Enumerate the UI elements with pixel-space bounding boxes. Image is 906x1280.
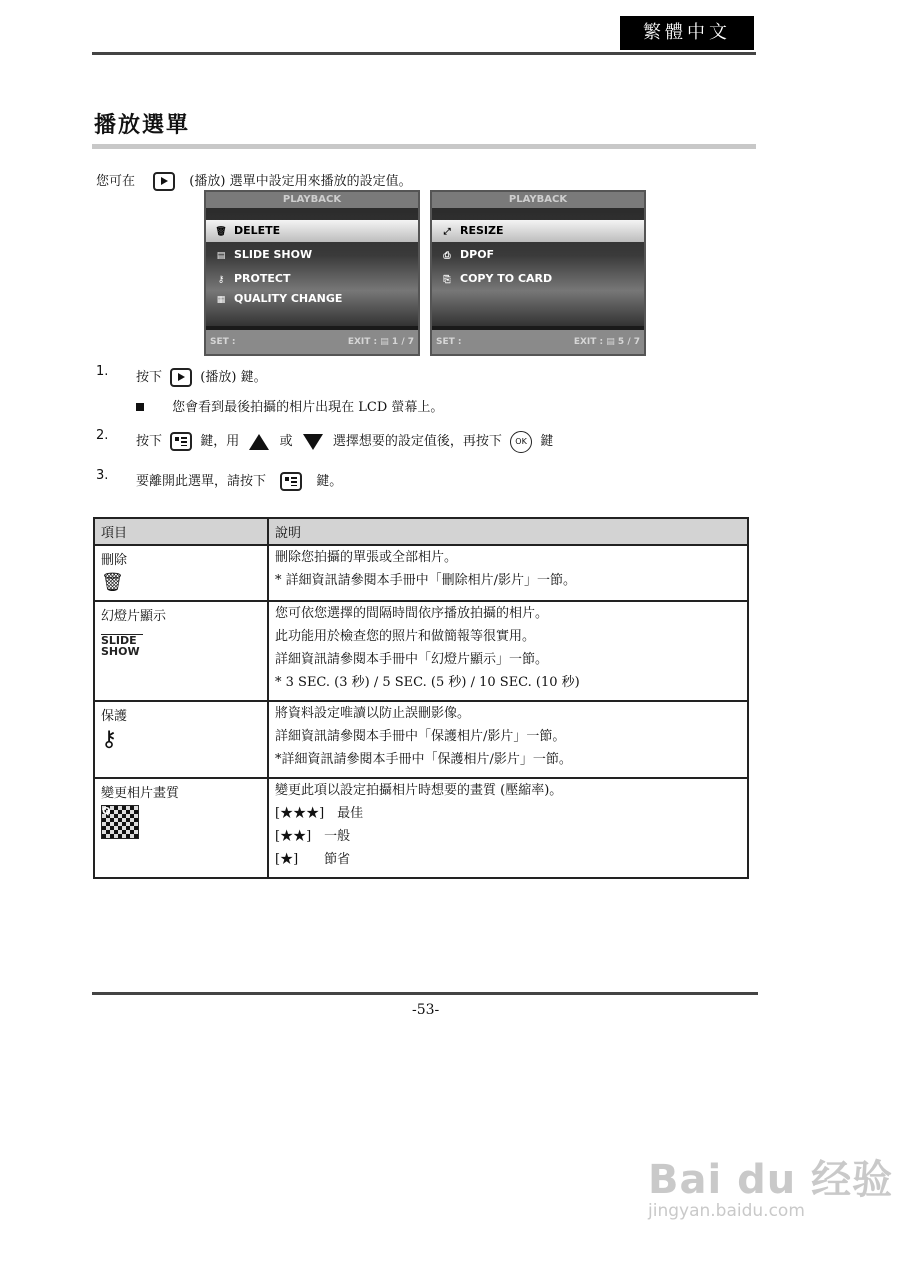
lcd-screen-playback-2 [430,190,646,356]
desc-line: 此功能用於檢查您的照片和做簡報等很實用。 [275,629,536,644]
menu-key-icon [280,472,302,491]
ok-button-icon: OK [510,431,532,453]
trash-icon: 🗑 [101,572,124,593]
desc-line: 您可依您選擇的間隔時間依序播放拍攝的相片。 [275,606,549,621]
desc-line: 變更此項以設定拍攝相片時想要的畫質 (壓縮率)。 [275,783,563,798]
key-icon: ⚷ [217,275,225,285]
table-row-slide-show [94,601,748,701]
intro-before: 您可在 [96,174,136,189]
lcd-title: PLAYBACK [432,192,644,208]
menu-item-protect[interactable]: ⚷ PROTECT [206,268,418,290]
item-name: 幻燈片顯示 [101,609,167,624]
menu-item-quality-change[interactable]: ▦ QUALITY CHANGE [206,288,418,310]
quality-icon: Q [101,805,139,839]
key-icon: ⚷ [101,727,118,752]
resize-icon: ⤢ [443,227,451,237]
header-description: 說明 [268,518,748,545]
exit-page-indicator: EXIT : ▤ 1 / 7 [347,337,414,347]
desc-line: [★★★] 最佳 [275,806,364,821]
bullet-square-icon [136,403,144,411]
table-row-quality-change [94,778,748,878]
lcd-status-bar [206,330,418,354]
page-number: -53- [412,1002,440,1018]
lcd-status-bar [432,330,644,354]
trash-icon: 🗑 [215,227,227,237]
table-row-delete [94,545,748,601]
desc-line: * 3 SEC. (3 秒) / 5 SEC. (5 秒) / 10 SEC. (10 秒) [275,675,580,690]
menu-item-dpof[interactable]: ⎙ DPOF [432,244,644,266]
exit-page-indicator: EXIT : ▤ 5 / 7 [573,337,640,347]
menu-item-slide-show[interactable]: ▤ SLIDE SHOW [206,244,418,266]
lcd-screen-playback-1 [204,190,420,356]
quality-icon: ▦ [216,295,226,305]
table-row-protect [94,701,748,778]
menu-item-delete[interactable]: 🗑 DELETE [206,220,418,242]
playback-menu-table [93,517,749,879]
watermark-logo: Bai du 经验 [648,1157,894,1203]
desc-line: 詳細資訊請參閱本手冊中「保護相片/影片」一節。 [275,729,566,744]
footer-rule [92,992,758,995]
desc-line: * 詳細資訊請參閱本手冊中「刪除相片/影片」一節。 [275,573,577,588]
baidu-watermark [648,1148,893,1221]
menu-item-copy-to-card[interactable]: ⎘ COPY TO CARD [432,268,644,290]
set-label: SET : [436,337,462,347]
desc-line: 將資料設定唯讀以防止誤刪影像。 [275,706,471,721]
desc-line: *詳細資訊請參閱本手冊中「保護相片/影片」一節。 [275,752,572,767]
section-title: 播放選單 [94,112,191,138]
header-item: 項目 [94,518,268,545]
table-header-row [94,518,748,545]
down-arrow-icon [303,434,323,450]
desc-line: 詳細資訊請參閱本手冊中「幻燈片顯示」一節。 [275,652,549,667]
play-key-icon [170,368,192,387]
step-1-bullet: 您會看到最後拍攝的相片出現在 LCD 螢幕上。 [136,396,443,415]
language-tab: 繁體中文 [620,16,754,50]
up-arrow-icon [249,434,269,450]
step-2: 2. 按下 鍵，用 或 選擇想要的設定值後，再按下 OK 鍵 [96,428,716,454]
set-label: SET : [210,337,236,347]
menu-item-resize[interactable]: ⤢ RESIZE [432,220,644,242]
item-name: 變更相片畫質 [101,786,180,801]
watermark-url: jingyan.baidu.com [648,1201,805,1221]
desc-line: 刪除您拍攝的單張或全部相片。 [275,550,458,565]
header-rule [92,52,756,55]
copy-icon: ⎘ [443,275,451,285]
menu-key-icon [170,432,192,451]
dpof-icon: ⎙ [443,251,451,261]
play-key-icon [153,172,175,191]
desc-line: [★★] 一般 [275,829,351,844]
desc-line: [★] 節省 [275,852,351,867]
intro-after: (播放) 選單中設定用來播放的設定值。 [189,174,412,189]
step-1: 1. 按下 (播放) 鍵。 [96,364,267,385]
slide-show-icon: SLIDE SHOW [101,634,143,657]
item-name: 刪除 [101,553,128,568]
lcd-title: PLAYBACK [206,192,418,208]
item-name: 保護 [101,709,128,724]
intro-text [96,170,412,191]
step-3: 3. 要離開此選單，請按下 鍵。 [96,468,343,489]
slide-show-icon: ▤ [216,251,226,261]
title-rule [92,144,756,149]
